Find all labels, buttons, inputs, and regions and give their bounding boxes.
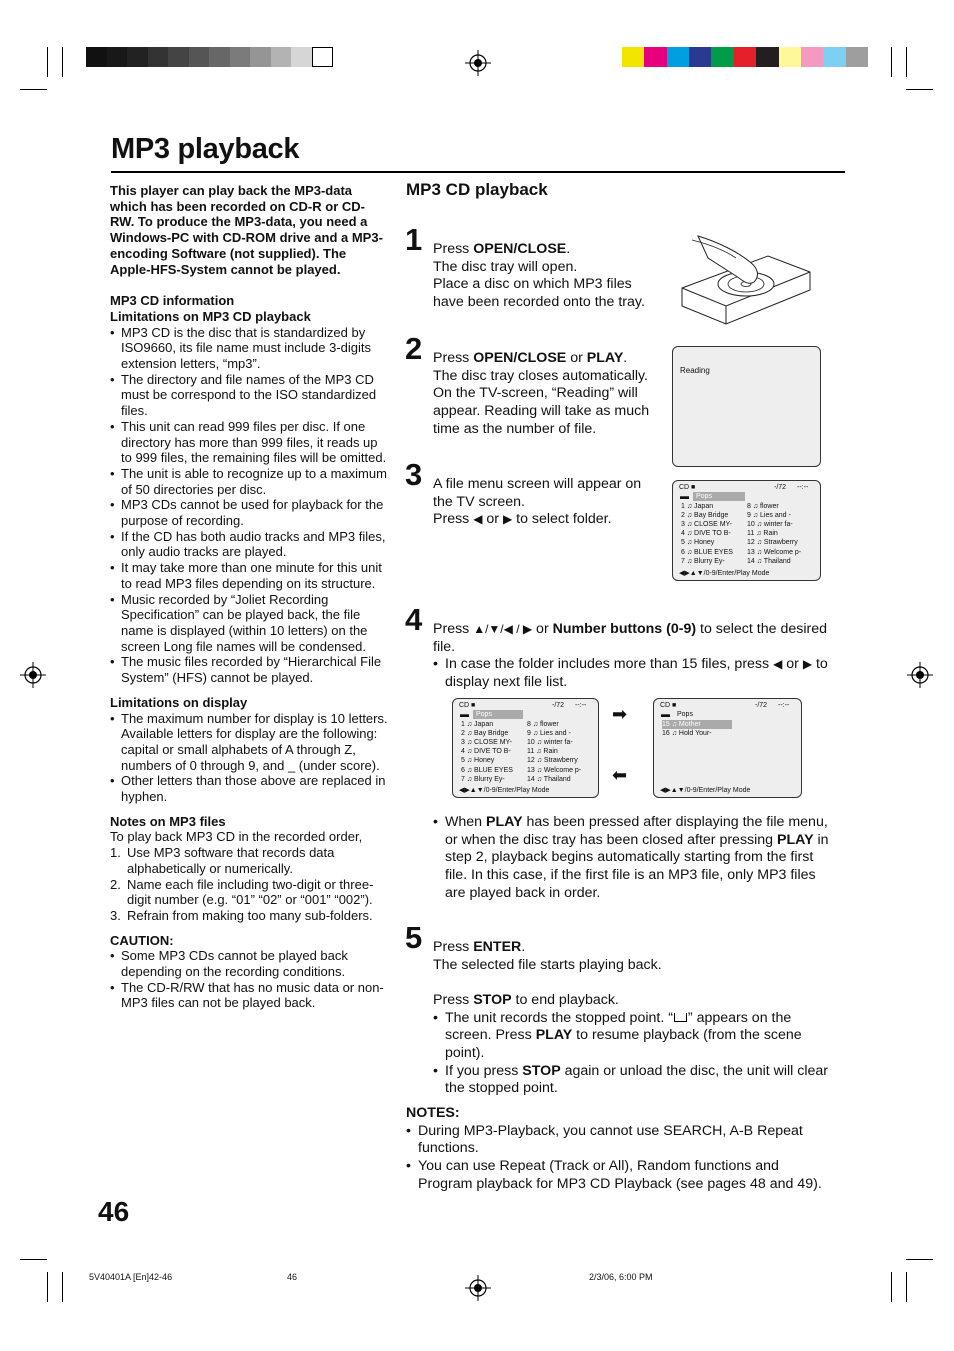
step-5-text: Press ENTER. The selected file starts playing back. Press STOP to end playback. • The unit records the stopped point. “ ” appears on the screen. Press PLAY to resume playback (from the scene point). • If you press STOP again or unload the disc, the unit will clear the stopped point. [433, 939, 838, 1098]
list-item: • The unit is able to recognize up to a maximum of 50 directories per disc. [110, 466, 388, 497]
info-list [110, 325, 388, 686]
color-swatch [801, 47, 824, 67]
time-display: --:-- [575, 702, 587, 709]
color-swatch [756, 47, 779, 67]
file-row: 3 ♫ CLOSE MY- [461, 739, 512, 747]
direction-arrows-icon: ▲/▼/◀ / ▶ [473, 622, 533, 636]
folder-icon: ▬ [661, 709, 670, 719]
folder-name: Pops [473, 710, 523, 719]
folder-icon: ▬ [460, 709, 469, 719]
track-counter: -/72 [774, 484, 787, 491]
step-1-text: Press OPEN/CLOSE. The disc tray will open. Place a disc on which MP3 files have been recorded onto the tray. [433, 241, 645, 311]
right-arrow-icon: ▶ [502, 512, 513, 527]
color-swatch [644, 47, 667, 67]
color-swatch [230, 47, 251, 67]
file-row: 6 ♫ BLUE EYES [461, 766, 513, 774]
file-row: 11 ♫ Rain [527, 748, 558, 756]
step-4-play-note: • When PLAY has been pressed after displaying the file menu, or when the disc tray has been closed after pressing PLAY in step 2, playback begins automatically starting from the first file. In this case, if the first file is an MP3 file, only MP3 files are played back in order. [433, 814, 838, 903]
tv-screen-reading [672, 346, 821, 467]
color-swatch [168, 47, 189, 67]
color-swatch [189, 47, 210, 67]
color-swatch [250, 47, 271, 67]
file-menu-footer: ◀▶▲▼/0-9/Enter/Play Mode [660, 787, 751, 794]
folder-icon: ▬ [680, 491, 689, 501]
list-item: • It may take more than one minute for this unit to read MP3 files depending on its structure. [110, 560, 388, 591]
list-item: • Music recorded by “Joliet Recording Specification” can be played back, the file name is displayed (within 10 letters) on the screen Long file names will be condensed. [110, 592, 388, 655]
step-number: 5 [405, 920, 423, 955]
file-menu-footer: ◀▶▲▼/0-9/Enter/Play Mode [679, 570, 770, 577]
reading-label: Reading [680, 366, 710, 375]
color-swatch [209, 47, 230, 67]
color-swatch [271, 47, 292, 67]
list-item: • The music files recorded by “Hierarchical File System” (HFS) cannot be played. [110, 654, 388, 685]
file-row: 16 ♫ Hold Your- [662, 730, 712, 738]
track-counter: -/72 [755, 702, 768, 709]
color-swatch [127, 47, 148, 67]
notes-files-lead: To play back MP3 CD in the recorded order, [110, 829, 363, 845]
file-row: 11 ♫ Rain [747, 530, 778, 538]
list-item: • The maximum number for display is 10 letters. Available letters for display are the following: capital or small alphabets of A through Z, numbers of 0 through 9, and _ (under score). [110, 711, 388, 774]
cd-label: CD ■ [679, 484, 696, 491]
title-rule [111, 171, 845, 173]
notes-heading: NOTES: [406, 1105, 460, 1121]
color-swatch [779, 47, 802, 67]
notes-files-heading: Notes on MP3 files [110, 813, 226, 829]
tv-screen-file-menu [672, 480, 821, 581]
file-menu-footer: ◀▶▲▼/0-9/Enter/Play Mode [459, 787, 550, 794]
file-row: 6 ♫ BLUE EYES [681, 548, 733, 556]
color-swatch [86, 47, 107, 67]
footer-date: 2/3/06, 6:00 PM [589, 1272, 653, 1282]
step-number: 2 [405, 331, 423, 366]
folder-name: Pops [677, 711, 693, 718]
step-number: 4 [405, 602, 423, 637]
color-swatch [823, 47, 846, 67]
file-row: 7 ♫ Blurry Ey- [461, 775, 505, 783]
info-heading: MP3 CD information [110, 293, 235, 309]
cd-label: CD ■ [660, 702, 677, 709]
registration-mark-icon [907, 662, 933, 688]
color-swatch [312, 47, 333, 67]
left-column [110, 183, 388, 1011]
list-item: • You can use Repeat (Track or All), Random functions and Program playback for MP3 CD Playback (see pages 48 and 49). [406, 1158, 836, 1193]
list-item: • Other letters than those above are replaced in hyphen. [110, 773, 388, 804]
file-row: 8 ♫ flower [747, 503, 779, 510]
left-arrow-icon: ◀ [773, 657, 783, 672]
step-2-text: Press OPEN/CLOSE or PLAY. The disc tray closes automatically. On the TV-screen, “Reading” will appear. Reading will take as much time as the number of file. [433, 350, 650, 437]
file-row: 1 ♫ Japan [461, 721, 494, 728]
file-row: 14 ♫ Thailand [747, 557, 791, 565]
track-counter: -/72 [552, 702, 565, 709]
color-swatch [711, 47, 734, 67]
notes-section [406, 1105, 836, 1194]
file-row: 12 ♫ Strawberry [527, 757, 578, 765]
file-row: 3 ♫ CLOSE MY- [681, 521, 732, 529]
folder-name: Pops [693, 492, 745, 501]
right-arrow-icon: ▶ [802, 657, 813, 672]
tv-screen-file-menu-page-1 [452, 698, 599, 798]
file-row: 5 ♫ Honey [681, 539, 715, 547]
caution-heading: CAUTION: [110, 932, 174, 948]
file-row: 13 ♫ Welcome p- [747, 548, 802, 556]
registration-mark-icon [20, 662, 46, 688]
display-list [110, 711, 388, 805]
display-heading: Limitations on display [110, 694, 248, 710]
intro-paragraph: This player can play back the MP3-data which has been recorded on CD-R or CD-RW. To produce the MP3-data, you need a Windows-PC with CD-ROM drive and a MP3-encoding Software (not supplied). The Apple-HFS-System cannot be played. [110, 183, 383, 277]
list-item: • This unit can read 999 files per disc. If one directory has more than 999 files, it reads up to 999 files, the remaining files will be omitted. [110, 419, 388, 466]
file-row: 10 ♫ winter fa- [527, 739, 573, 747]
color-swatch [734, 47, 757, 67]
next-page-arrow-icon: ➡ [612, 704, 628, 724]
file-row: 7 ♫ Blurry Ey- [681, 557, 725, 565]
tv-screen-file-menu-page-2 [653, 698, 802, 798]
file-row: 14 ♫ Thailand [527, 775, 571, 783]
notes-files-list [110, 845, 388, 924]
file-row: 2 ♫ Bay Bridge [461, 730, 509, 738]
registration-mark-icon [465, 50, 491, 76]
file-row: 5 ♫ Honey [461, 757, 495, 765]
page-number: 46 [98, 1196, 130, 1227]
mp3-cd-playback-heading: MP3 CD playback [406, 180, 548, 199]
color-swatch [846, 47, 869, 67]
footer-code: 5V40401A [En]42-46 [89, 1272, 173, 1282]
list-item: • MP3 CD is the disc that is standardized by ISO9660, its file name must include 3-digits extension letters, “mp3”. [110, 325, 388, 372]
list-item: 2. Name each file including two-digit or three-digit number (e.g. “01” “02” or “001” “002”). [110, 876, 374, 908]
file-row: 4 ♫ DIVE TO B- [461, 748, 511, 756]
file-row: 1 ♫ Japan [681, 503, 714, 510]
left-arrow-icon: ◀ [473, 512, 483, 527]
color-swatch [622, 47, 645, 67]
color-swatch [107, 47, 128, 67]
limitations-heading: Limitations on MP3 CD playback [110, 308, 311, 324]
list-item: • During MP3-Playback, you cannot use SEARCH, A-B Repeat functions. [406, 1123, 836, 1158]
list-item: • The CD-R/RW that has no music data or non-MP3 files can not be played back. [110, 980, 388, 1011]
list-item: • MP3 CDs cannot be used for playback for the purpose of recording. [110, 497, 388, 528]
file-row: 4 ♫ DIVE TO B- [681, 530, 731, 538]
step-4-text: Press ▲/▼/◀ / ▶ or Number buttons (0-9) to select the desired file. • In case the folder includes more than 15 files, press ◀ or ▶ to display next file list. [433, 621, 838, 692]
list-item: 3. Refrain from making too many sub-folders. [110, 907, 373, 923]
file-row: 15 ♫ Mother [662, 720, 732, 729]
file-row: 9 ♫ Lies and - [747, 512, 791, 520]
registration-mark-icon [465, 1275, 491, 1301]
previous-page-arrow-icon: ⬅ [612, 765, 628, 785]
color-swatch [291, 47, 312, 67]
disc-tray-illustration [678, 228, 812, 328]
time-display: --:-- [778, 702, 790, 709]
file-row: 10 ♫ winter fa- [747, 521, 793, 529]
file-row: 13 ♫ Welcome p- [527, 766, 582, 774]
page-title: MP3 playback [111, 133, 300, 165]
cd-label: CD ■ [459, 702, 476, 709]
color-swatch [667, 47, 690, 67]
file-row: 12 ♫ Strawberry [747, 539, 798, 547]
color-swatch [148, 47, 169, 67]
resume-icon [674, 1013, 687, 1022]
list-item: • If the CD has both audio tracks and MP3 files, only audio tracks are played. [110, 529, 388, 560]
list-item: 1. Use MP3 software that records data alphabetically or numerically. [110, 845, 335, 876]
list-item: • Some MP3 CDs cannot be played back depending on the recording conditions. [110, 948, 388, 979]
file-row: 9 ♫ Lies and - [527, 730, 571, 738]
caution-list [110, 948, 388, 1011]
step-number: 3 [405, 457, 423, 492]
time-display: --:-- [797, 484, 809, 491]
file-row: 8 ♫ flower [527, 721, 559, 728]
file-row: 2 ♫ Bay Bridge [681, 512, 729, 520]
footer-page: 46 [287, 1272, 298, 1282]
color-swatch [689, 47, 712, 67]
list-item: • The directory and file names of the MP3 CD must be correspond to the ISO standardized files. [110, 372, 388, 419]
step-number: 1 [405, 222, 423, 257]
step-3-text: A file menu screen will appear on the TV screen. Press ◀ or ▶ to select folder. [433, 476, 642, 528]
